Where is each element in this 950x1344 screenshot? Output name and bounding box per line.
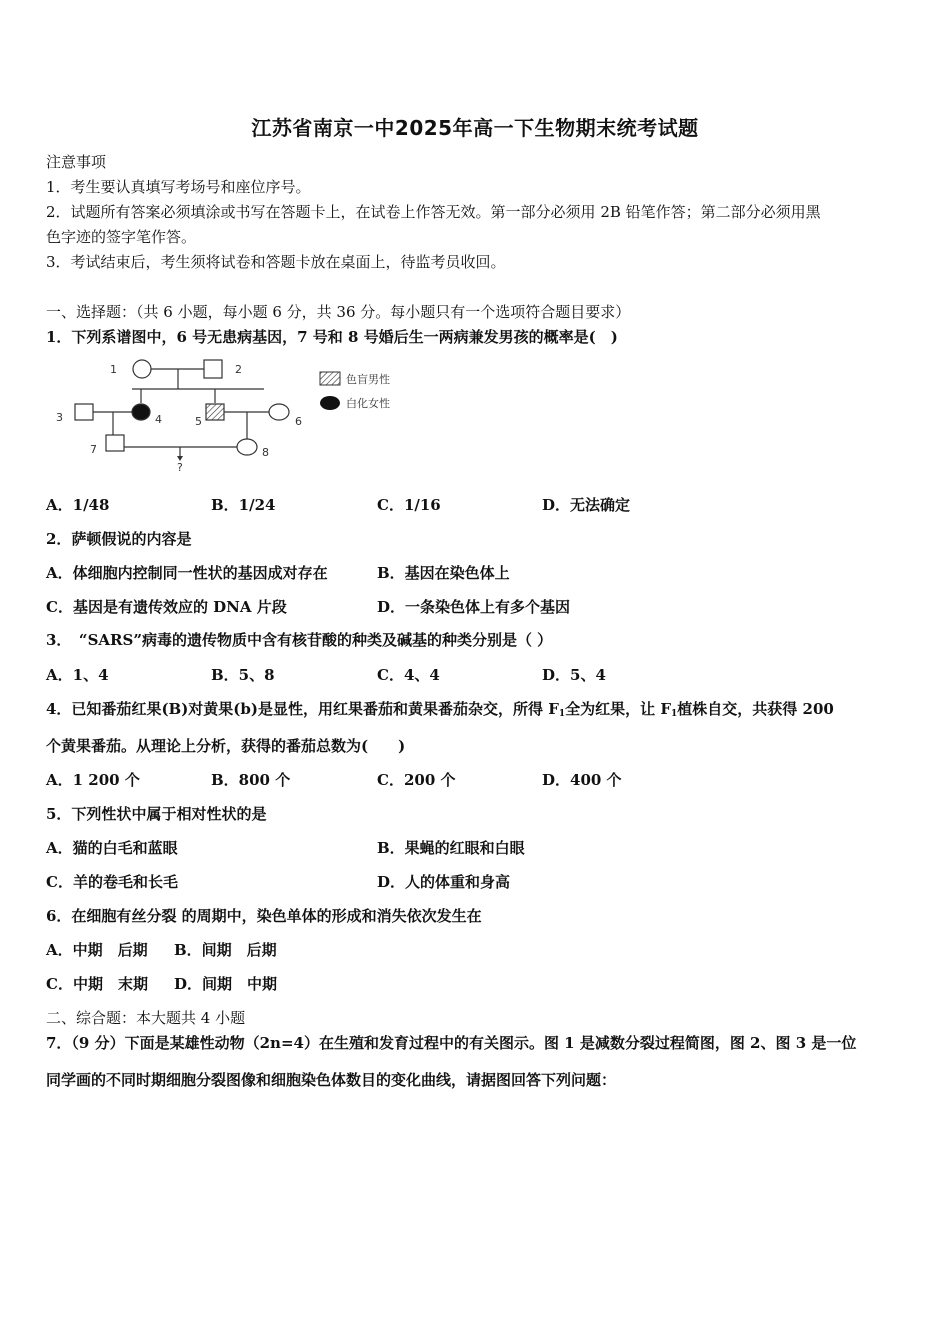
question-6-stem: 6．在细胞有丝分裂 的周期中，染色单体的形成和消失依次发生在 [46,907,482,925]
q1-option-b[interactable]: B．1/24 [211,496,276,514]
section-2-heading: 二、综合题：本大题共 4 小题 [46,1009,246,1027]
label-4: 4 [155,413,162,426]
q5-option-a[interactable]: A．猫的白毛和蓝眼 [46,839,178,857]
individual-8 [237,439,257,455]
individual-1 [133,360,151,378]
individual-3 [75,404,93,420]
q2-option-c[interactable]: C．基因是有遗传效应的 DNA 片段 [46,598,287,616]
notice-item-2-cont: 色字迹的签字笔作答。 [46,228,197,246]
q6-option-a[interactable]: A．中期 后期 [46,941,148,959]
individual-6 [269,404,289,420]
q2-option-b[interactable]: B．基因在染色体上 [377,564,510,582]
question-1-stem: 1．下列系谱图中，6 号无患病基因，7 号和 8 号婚后生一两病兼发男孩的概率是( ) [46,328,618,346]
q3-option-d[interactable]: D．5、4 [542,666,606,684]
q1-option-c[interactable]: C．1/16 [377,496,441,514]
label-unknown: ? [177,461,183,474]
q6-option-b[interactable]: B．间期 后期 [174,941,277,959]
q2-option-d[interactable]: D．一条染色体上有多个基因 [377,598,571,616]
legend-colorblind-male: 色盲男性 [346,373,390,386]
question-2-stem: 2．萨顿假说的内容是 [46,530,192,548]
pedigree-diagram [50,355,430,475]
question-7-stem: 7．（9 分）下面是某雄性动物（2n=4）在生殖和发育过程中的有关图示。图 1 是减数分裂过程简图，图 2、图 3 是一位 [46,1034,857,1052]
q4-option-b[interactable]: B．800 个 [211,771,291,789]
q6-option-d[interactable]: D．间期 中期 [174,975,278,993]
q6-option-c[interactable]: C．中期 末期 [46,975,148,993]
individual-5-colorblind-male [206,404,224,420]
individual-2 [204,360,222,378]
q5-option-d[interactable]: D．人的体重和身高 [377,873,511,891]
question-5-stem: 5．下列性状中属于相对性状的是 [46,805,267,823]
label-3: 3 [56,411,63,424]
notice-item-3: 3．考试结束后，考生须将试卷和答题卡放在桌面上，待监考员收回。 [46,253,506,271]
question-4-stem: 4．已知番茄红果(B)对黄果(b)是显性，用红果番茄和黄果番茄杂交，所得 $F_1$全为红果，让 $F_1$植株自交，共获得 200 [46,700,834,719]
label-6: 6 [295,415,302,428]
q5-option-b[interactable]: B．果蝇的红眼和白眼 [377,839,525,857]
q1-option-a[interactable]: A．1/48 [46,496,110,514]
label-1: 1 [110,363,117,376]
q3-option-c[interactable]: C．4、4 [377,666,440,684]
q3-option-a[interactable]: A．1、4 [46,666,109,684]
notice-item-2: 2．试题所有答案必须填涂或书写在答题卡上，在试卷上作答无效。第一部分必须用 2B 铅笔作答；第二部分必须用黑 [46,203,821,221]
notice-item-1: 1．考生要认真填写考场号和座位序号。 [46,178,311,196]
individual-4-albino-female [132,404,150,420]
label-5: 5 [195,415,202,428]
q4-option-d[interactable]: D．400 个 [542,771,622,789]
q1-option-d[interactable]: D．无法确定 [542,496,631,514]
label-7: 7 [90,443,97,456]
label-2: 2 [235,363,242,376]
page-title: 江苏省南京一中2025年高一下生物期末统考试题 [251,116,699,140]
question-4-stem-cont: 个黄果番茄。从理论上分析，获得的番茄总数为( ) [46,737,406,755]
q4-option-c[interactable]: C．200 个 [377,771,456,789]
q3-option-b[interactable]: B．5、8 [211,666,275,684]
section-1-heading: 一、选择题：（共 6 小题，每小题 6 分，共 36 分。每小题只有一个选项符合题目要求） [46,303,631,321]
question-7-stem-cont: 同学画的不同时期细胞分裂图像和细胞染色体数目的变化曲线，请据图回答下列问题： [46,1071,617,1089]
notice-heading: 注意事项 [46,153,107,171]
question-3-stem: 3． “SARS”病毒的遗传物质中含有核苷酸的种类及碱基的种类分别是（ ） [46,631,553,649]
q2-option-a[interactable]: A．体细胞内控制同一性状的基因成对存在 [46,564,328,582]
legend-albino-swatch [320,396,340,410]
q5-option-c[interactable]: C．羊的卷毛和长毛 [46,873,178,891]
individual-7 [106,435,124,451]
q4-option-a[interactable]: A．1 200 个 [46,771,140,789]
label-8: 8 [262,446,269,459]
legend-albino-female: 白化女性 [346,397,390,410]
legend-colorblind-swatch [320,372,340,385]
